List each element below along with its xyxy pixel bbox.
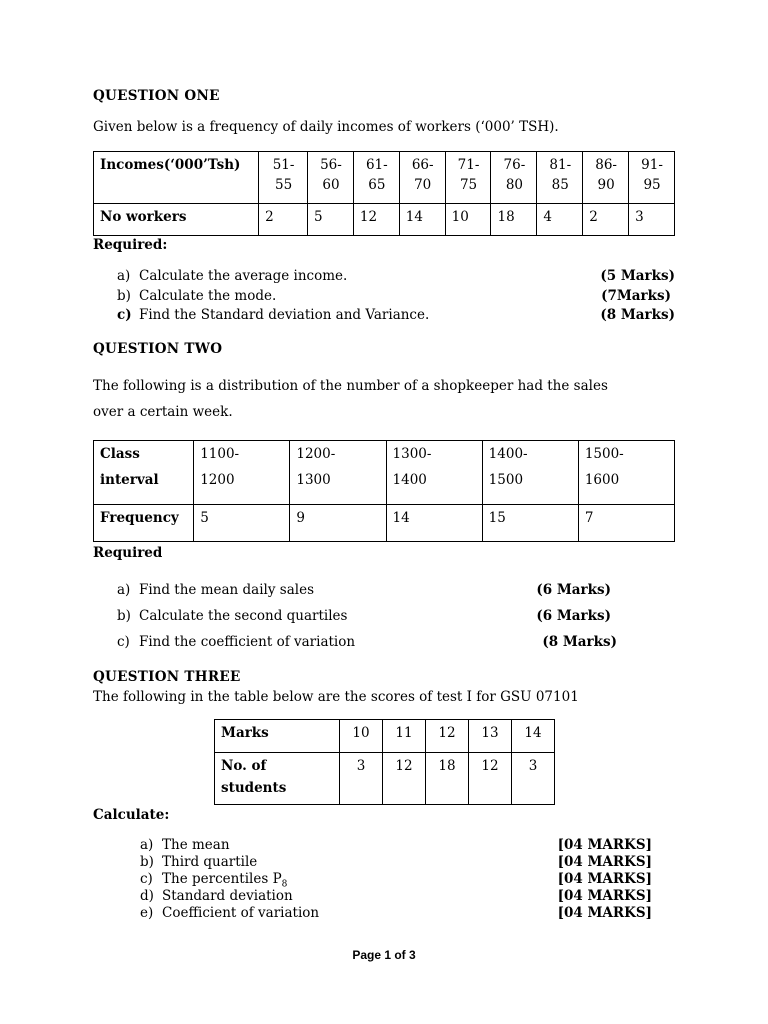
q1-header-row: [94, 152, 675, 204]
q1-freq-cell: 18: [491, 204, 537, 236]
q2-sales-table: [93, 440, 675, 542]
q1-class-cell: 86- 90: [583, 152, 629, 204]
q2-class-cell: 1500- 1600: [578, 441, 674, 505]
q2-intro: The following is a distribution of the number of a shopkeeper had the sales over a certain week.: [93, 378, 608, 420]
q3-row-label: No. of students: [215, 753, 340, 805]
q2-class-cell: 1400- 1500: [482, 441, 578, 505]
q3-task-item: e) Coefficient of variation [04 MARKS]: [140, 905, 652, 921]
q2-row-label: Frequency: [94, 505, 194, 542]
q3-student-cell: 18: [426, 753, 469, 805]
q1-class-cell: 91- 95: [629, 152, 675, 204]
q3-task-item: c) The percentiles $P_8$ [04 MARKS]: [140, 871, 652, 890]
q2-freq-cell: 14: [386, 505, 482, 542]
marks-label: [04 MARKS]: [557, 837, 652, 853]
q1-intro: Given below is a frequency of daily incomes of workers (‘000’ TSH).: [93, 119, 559, 135]
q3-student-cell: 3: [340, 753, 383, 805]
q3-mark-cell: 10: [340, 720, 383, 753]
q2-header-row: [94, 441, 675, 505]
q2-class-cell: 1100- 1200: [194, 441, 290, 505]
q3-task-list: [140, 837, 652, 925]
q3-mark-cell: 13: [469, 720, 512, 753]
q1-freq-cell: 4: [537, 204, 583, 236]
q2-header-label: Class interval: [94, 441, 194, 505]
q1-heading: QUESTION ONE: [93, 88, 220, 104]
q1-task-item: c) Find the Standard deviation and Variance. (8 Marks): [117, 307, 675, 323]
q1-class-cell: 66- 70: [399, 152, 445, 204]
q2-frequency-row: [94, 505, 675, 542]
q2-heading: QUESTION TWO: [93, 341, 223, 357]
q3-calculate: Calculate:: [93, 807, 170, 823]
q1-freq-cell: 10: [445, 204, 491, 236]
q2-class-cell: 1200- 1300: [290, 441, 386, 505]
q1-freq-cell: 2: [259, 204, 308, 236]
q2-freq-cell: 15: [482, 505, 578, 542]
q1-class-cell: 76- 80: [491, 152, 537, 204]
q3-mark-cell: 11: [383, 720, 426, 753]
q3-mark-cell: 12: [426, 720, 469, 753]
q2-freq-cell: 9: [290, 505, 386, 542]
q1-freq-cell: 3: [629, 204, 675, 236]
q1-task-item: b) Calculate the mode. (7Marks): [117, 288, 671, 304]
q1-required: Required:: [93, 237, 168, 253]
page-number: Page 1 of 3: [352, 948, 416, 962]
q2-task-list: [117, 582, 617, 652]
q1-task-list: [117, 268, 675, 328]
marks-label: [04 MARKS]: [557, 854, 652, 870]
marks-label: (8 Marks): [542, 634, 617, 650]
q2-task-item: b) Calculate the second quartiles (6 Marks): [117, 608, 611, 624]
q1-frequency-row: [94, 204, 675, 236]
q2-task-item: a) Find the mean daily sales (6 Marks): [117, 582, 611, 598]
q1-task-item: a) Calculate the average income. (5 Marks): [117, 268, 675, 284]
q3-scores-table: [214, 719, 555, 805]
marks-label: (7Marks): [601, 288, 671, 304]
q1-class-cell: 81- 85: [537, 152, 583, 204]
q3-task-item: a) The mean [04 MARKS]: [140, 837, 652, 853]
q3-intro: The following in the table below are the scores of test I for GSU 07101: [93, 689, 579, 705]
q2-class-cell: 1300- 1400: [386, 441, 482, 505]
q1-freq-cell: 2: [583, 204, 629, 236]
q1-row-label: No workers: [94, 204, 259, 236]
q3-students-row: [215, 753, 555, 805]
q3-marks-row: [215, 720, 555, 753]
marks-label: [04 MARKS]: [557, 871, 652, 887]
q1-freq-cell: 5: [308, 204, 354, 236]
q1-freq-cell: 12: [353, 204, 399, 236]
q3-student-cell: 3: [512, 753, 555, 805]
q3-student-cell: 12: [469, 753, 512, 805]
q3-header-label: Marks: [215, 720, 340, 753]
marks-label: (6 Marks): [536, 608, 611, 624]
q3-student-cell: 12: [383, 753, 426, 805]
marks-label: (5 Marks): [600, 268, 675, 284]
q1-class-cell: 71- 75: [445, 152, 491, 204]
q1-class-cell: 61- 65: [353, 152, 399, 204]
q3-task-item: d) Standard deviation [04 MARKS]: [140, 888, 652, 904]
q1-class-cell: 51- 55: [259, 152, 308, 204]
q1-class-cell: 56- 60: [308, 152, 354, 204]
q1-freq-cell: 14: [399, 204, 445, 236]
q2-freq-cell: 5: [194, 505, 290, 542]
q1-header-label: Incomes(‘000’Tsh): [94, 152, 259, 204]
marks-label: (6 Marks): [536, 582, 611, 598]
q3-mark-cell: 14: [512, 720, 555, 753]
q2-freq-cell: 7: [578, 505, 674, 542]
marks-label: (8 Marks): [600, 307, 675, 323]
q3-task-item: b) Third quartile [04 MARKS]: [140, 854, 652, 870]
marks-label: [04 MARKS]: [557, 888, 652, 904]
q2-task-item: c) Find the coefficient of variation (8 Marks): [117, 634, 617, 650]
q1-income-table: [93, 151, 675, 236]
marks-label: [04 MARKS]: [557, 905, 652, 921]
q3-heading: QUESTION THREE: [93, 669, 241, 685]
q2-required: Required: [93, 545, 163, 561]
